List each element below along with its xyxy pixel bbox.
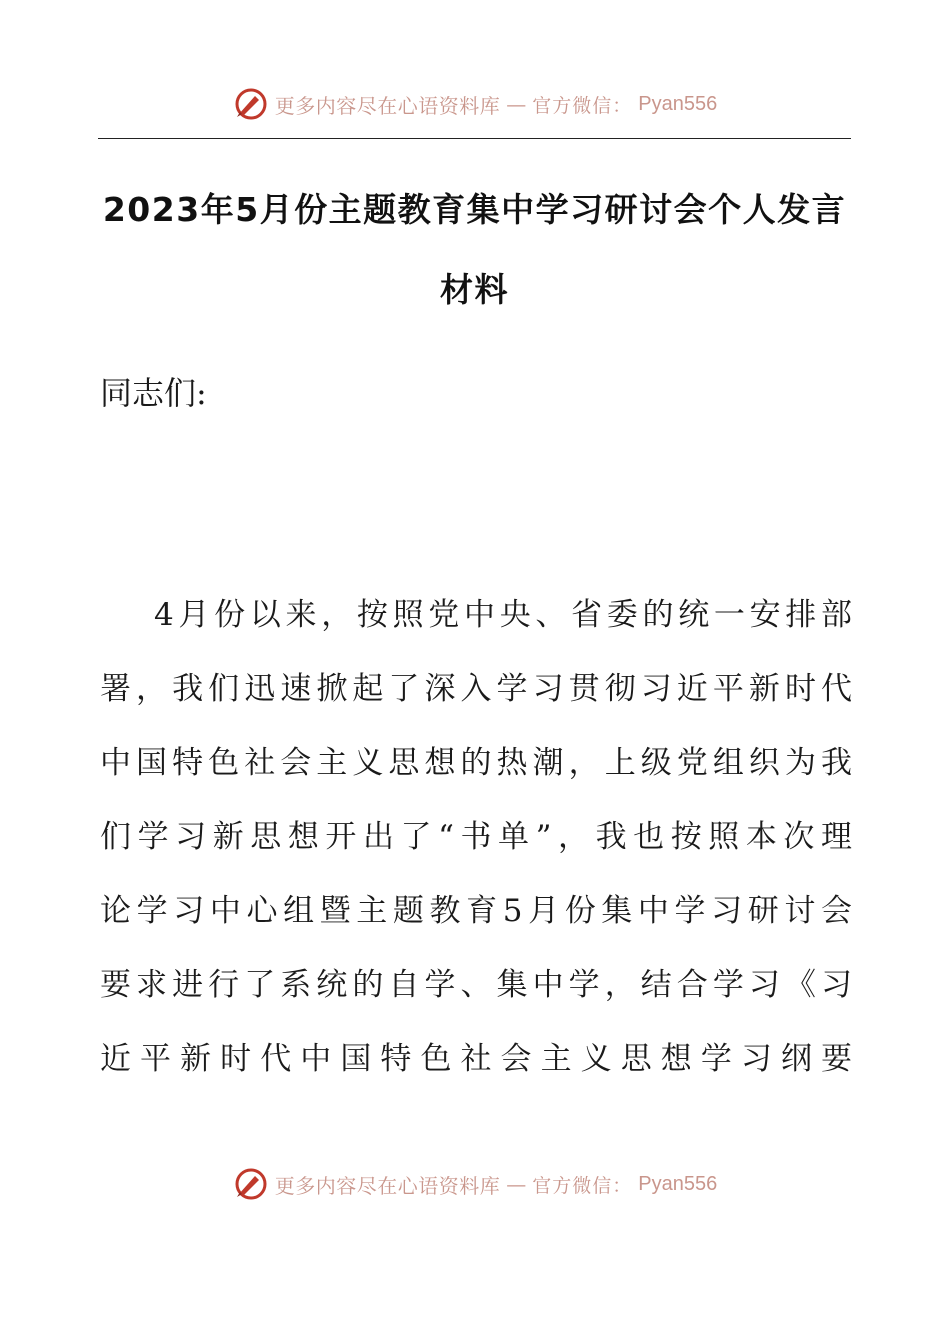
- watermark-site-text: 更多内容尽在心语资料库: [274, 1173, 501, 1198]
- watermark-wechat-label: 官方微信：: [532, 94, 633, 117]
- body-line: 近平新时代中国特色社会主义思想学习纲要: [100, 1041, 852, 1077]
- body-line: 要求进行了系统的自学、集中学，结合学习《习: [100, 967, 852, 1003]
- salutation: 同志们:: [100, 374, 207, 412]
- title-line-1: 2023年5月份主题教育集中学习研讨会个人发言: [102, 190, 847, 229]
- watermark-wechat-label: 官方微信：: [532, 1174, 633, 1197]
- body-line: 署，我们迅速掀起了深入学习贯彻习近平新时代: [100, 671, 852, 707]
- watermark-dash: —: [506, 92, 527, 116]
- body-line: 4月份以来，按照党中央、省委的统一安排部: [154, 597, 852, 633]
- body-line: 们学习新思想开出了“书单”，我也按照本次理: [100, 819, 852, 855]
- body-line: 论学习中心组暨主题教育5月份集中学习研讨会: [100, 893, 852, 929]
- pen-circle-logo-icon: [233, 86, 269, 122]
- watermark-site-text: 更多内容尽在心语资料库: [274, 93, 501, 118]
- title-line-2: 材料: [440, 270, 509, 309]
- watermark-wechat-id: Pyan556: [638, 1172, 718, 1195]
- footer-watermark: [0, 1164, 950, 1204]
- header-watermark: [0, 84, 950, 124]
- body-line: 中国特色社会主义思想的热潮，上级党组织为我: [100, 745, 852, 781]
- document-title: [98, 170, 851, 330]
- body-paragraph: [100, 578, 852, 1096]
- watermark-dash: —: [506, 1172, 527, 1196]
- pen-circle-logo-icon: [233, 1166, 269, 1202]
- header-divider: [98, 138, 851, 139]
- watermark-wechat-id: Pyan556: [638, 92, 718, 115]
